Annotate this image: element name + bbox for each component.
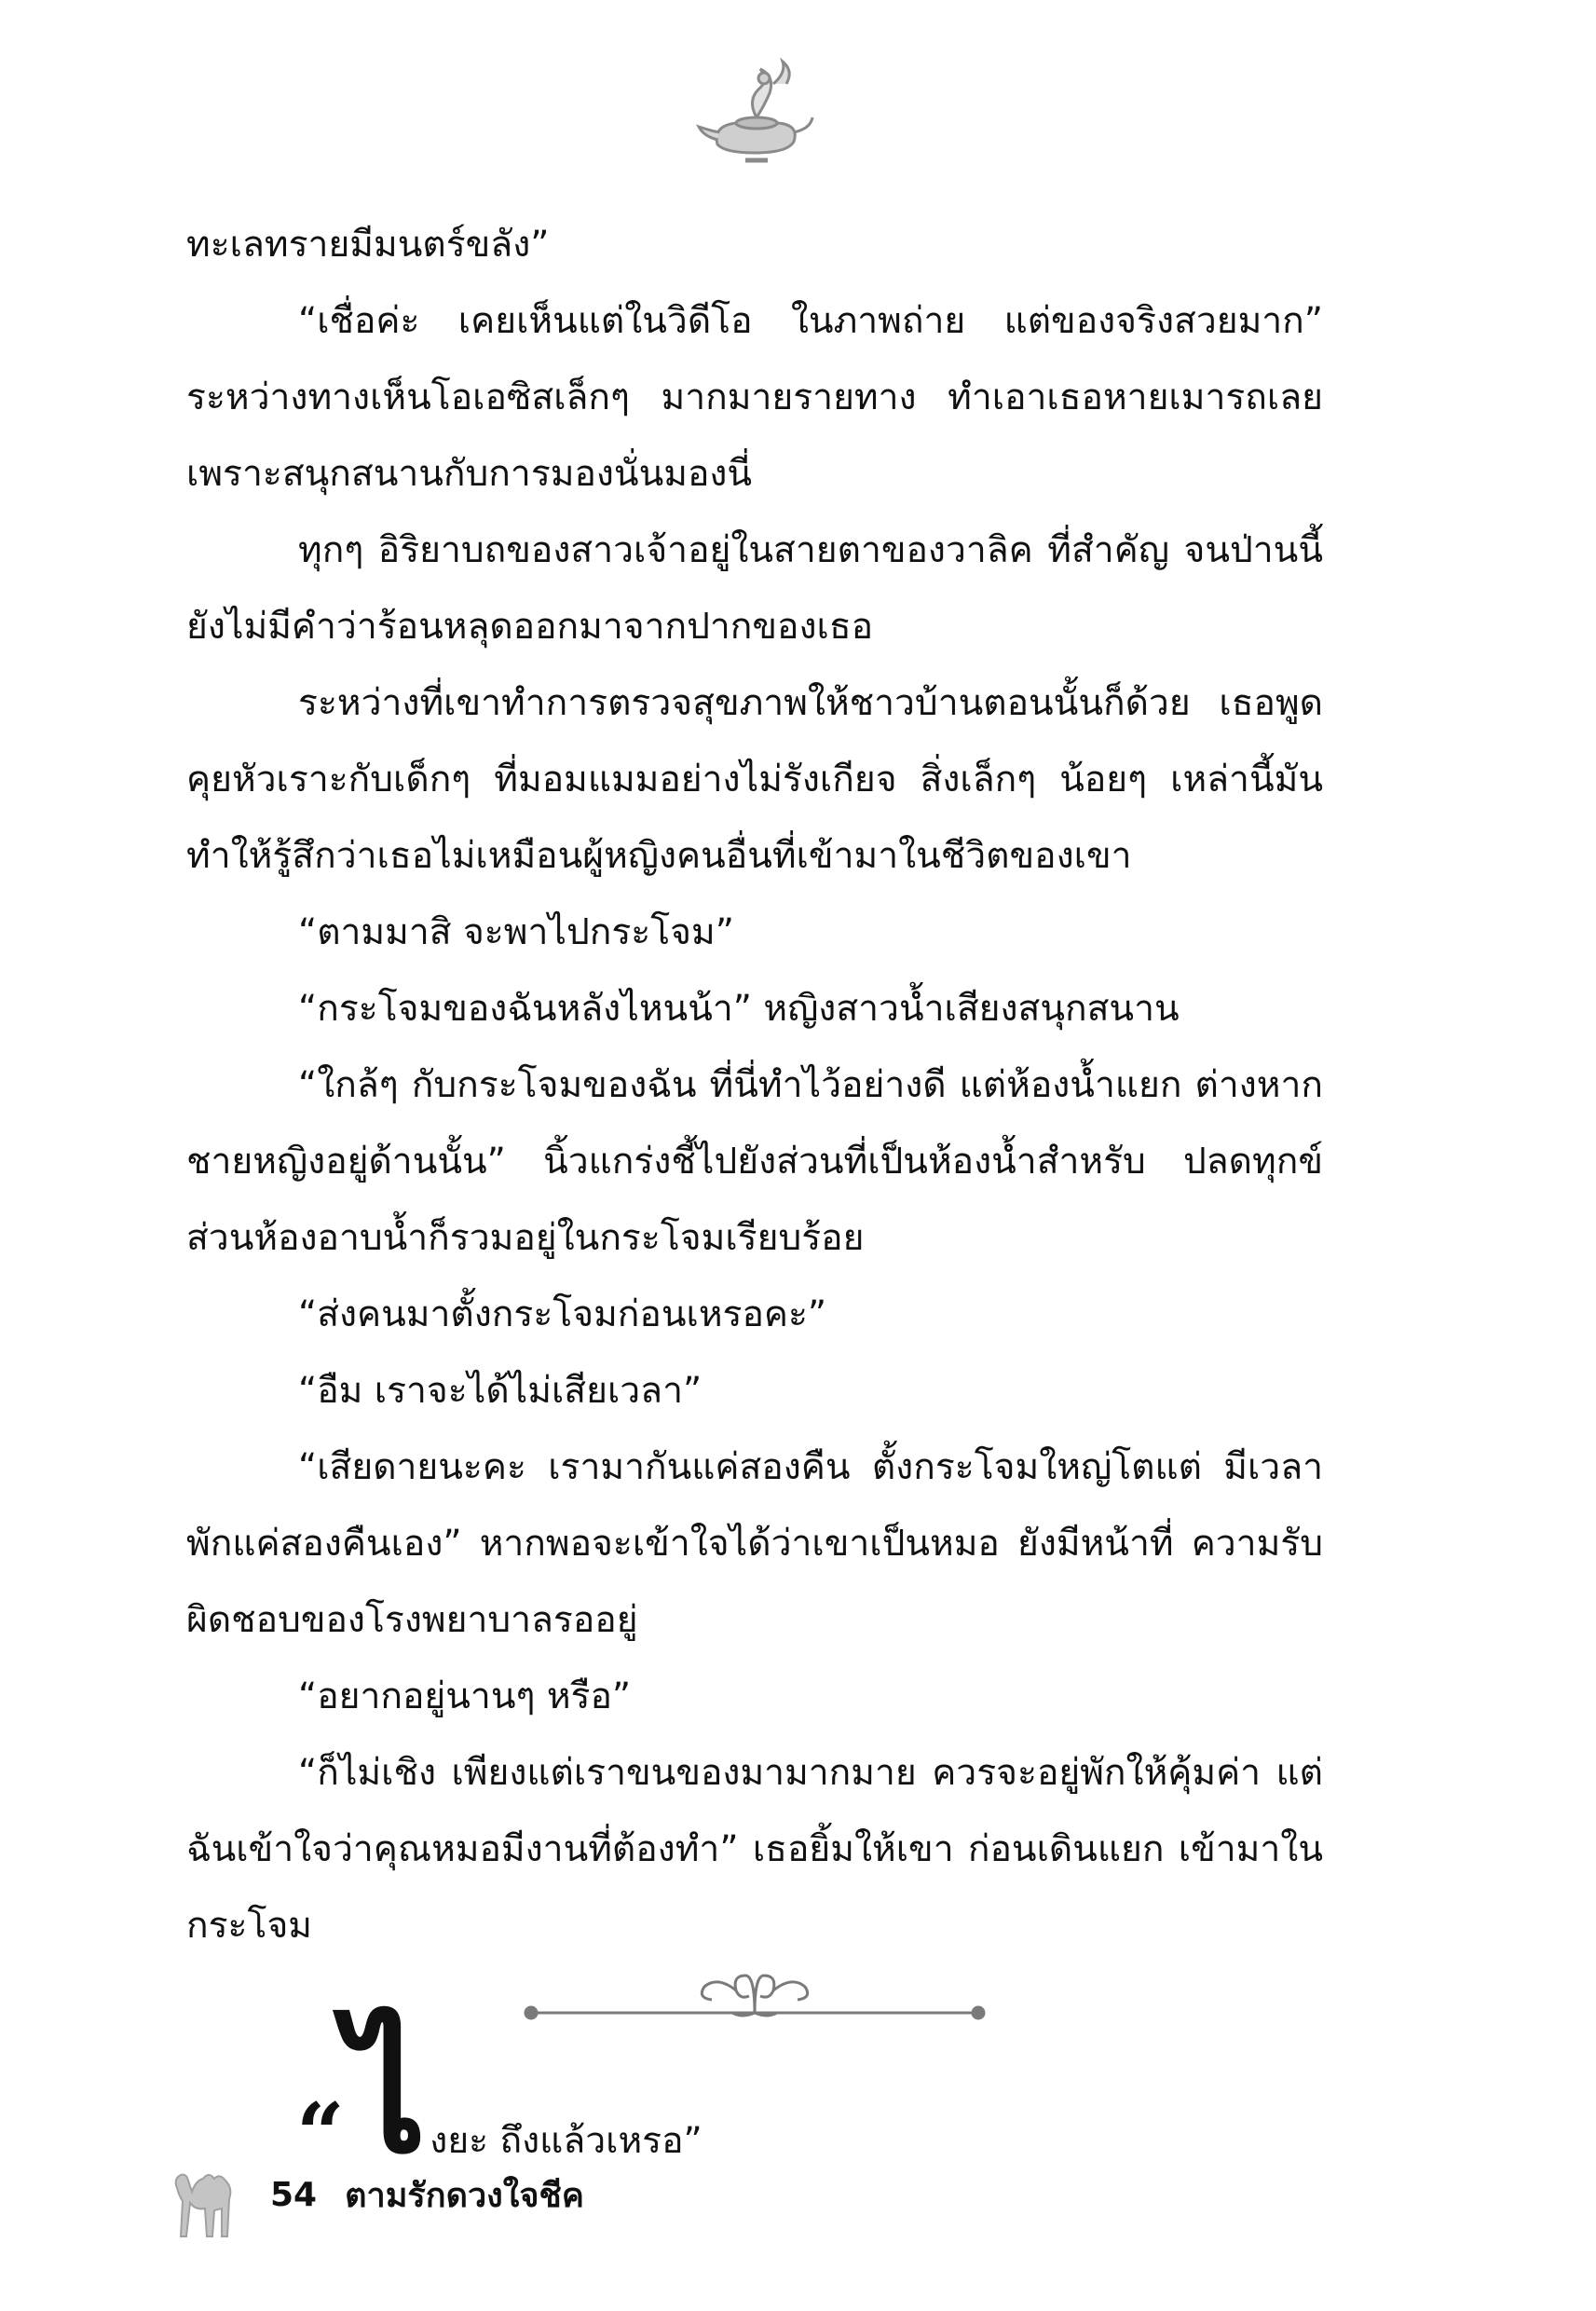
drop-cap: ไ bbox=[346, 2004, 427, 2189]
book-title: ตามรักดวงใจชีค bbox=[345, 2176, 584, 2215]
flourish-divider-icon bbox=[522, 1957, 988, 2041]
paragraph: “กระโจมของฉันหลังไหนน้า” หญิงสาวน้ำเสียงสนุกสนาน bbox=[298, 988, 1180, 1030]
paragraph: ระหว่างที่เขาทำการตรวจสุขภาพให้ชาวบ้านตอนนั้นก็ด้วย เธอพูดคุยหัวเราะกับเด็กๆ ที่มอมแมมอย่างไม่รังเกียจ สิ่งเล็กๆ น้อยๆ เหล่านี้มันทำให้รู้สึกว่าเธอไม่เหมือนผู้หญิงคนอื่นที่เข้ามาในชีวิตของเขา bbox=[186, 682, 1323, 877]
paragraph: “เสียดายนะคะ เรามากันแค่สองคืน ตั้งกระโจมใหญ่โตแต่ มีเวลาพักแค่สองคืนเอง” หากพอจะเข้าใจได้ว่าเขาเป็นหมอ ยังมีหน้าที่ ความรับผิดชอบของโรงพยาบาลรออยู่ bbox=[186, 1446, 1323, 1641]
body-text bbox=[186, 207, 1323, 1964]
paragraph: ทุกๆ อิริยาบถของสาวเจ้าอยู่ในสายตาของวาลิค ที่สำคัญ จนป่านนี้ยังไม่มีคำว่าร้อนหลุดออกมาจากปากของเธอ bbox=[186, 529, 1323, 648]
paragraph: ทะเลทรายมีมนตร์ขลัง” bbox=[186, 224, 550, 266]
paragraph: “เชื่อค่ะ เคยเห็นแต่ในวิดีโอ ในภาพถ่าย แต่ของจริงสวยมาก” ระหว่างทางเห็นโอเอซิสเล็กๆ มากมายรายทาง ทำเอาเธอหายเมารถเลย เพราะสนุกสนานกับการมองนั่นมองนี่ bbox=[186, 300, 1323, 495]
opening-quote-mark: “ bbox=[296, 2085, 345, 2183]
page-footer bbox=[168, 2143, 584, 2246]
paragraph: “ใกล้ๆ กับกระโจมของฉัน ที่นี่ทำไว้อย่างดี แต่ห้องน้ำแยก ต่างหากชายหญิงอยู่ด้านนั้น” นิ้วแกร่งชี้ไปยังส่วนที่เป็นห้องน้ำสำหรับ ปลดทุกข์ ส่วนห้องอาบน้ำก็รวมอยู่ในกระโจมเรียบร้อย bbox=[186, 1064, 1323, 1259]
paragraph: “ตามมาสิ จะพาไปกระโจม” bbox=[298, 911, 734, 953]
camel-icon bbox=[168, 2143, 242, 2246]
magic-lamp-genie-icon bbox=[689, 56, 820, 168]
page-number: 54 bbox=[270, 2175, 318, 2214]
opening-line: งยะ ถึงแล้วเหรอ” bbox=[430, 2120, 703, 2162]
paragraph: “อืม เราจะได้ไม่เสียเวลา” bbox=[298, 1370, 703, 1412]
paragraph: “ส่งคนมาตั้งกระโจมก่อนเหรอคะ” bbox=[298, 1293, 827, 1335]
paragraph: “ก็ไม่เชิง เพียงแต่เราขนของมามากมาย ควรจะอยู่พักให้คุ้มค่า แต่ฉันเข้าใจว่าคุณหมอมีงานที่ต้องทำ” เธอยิ้มให้เขา ก่อนเดินแยก เข้ามาในกระโจม bbox=[186, 1752, 1323, 1947]
paragraph: “อยากอยู่นานๆ หรือ” bbox=[298, 1675, 632, 1717]
